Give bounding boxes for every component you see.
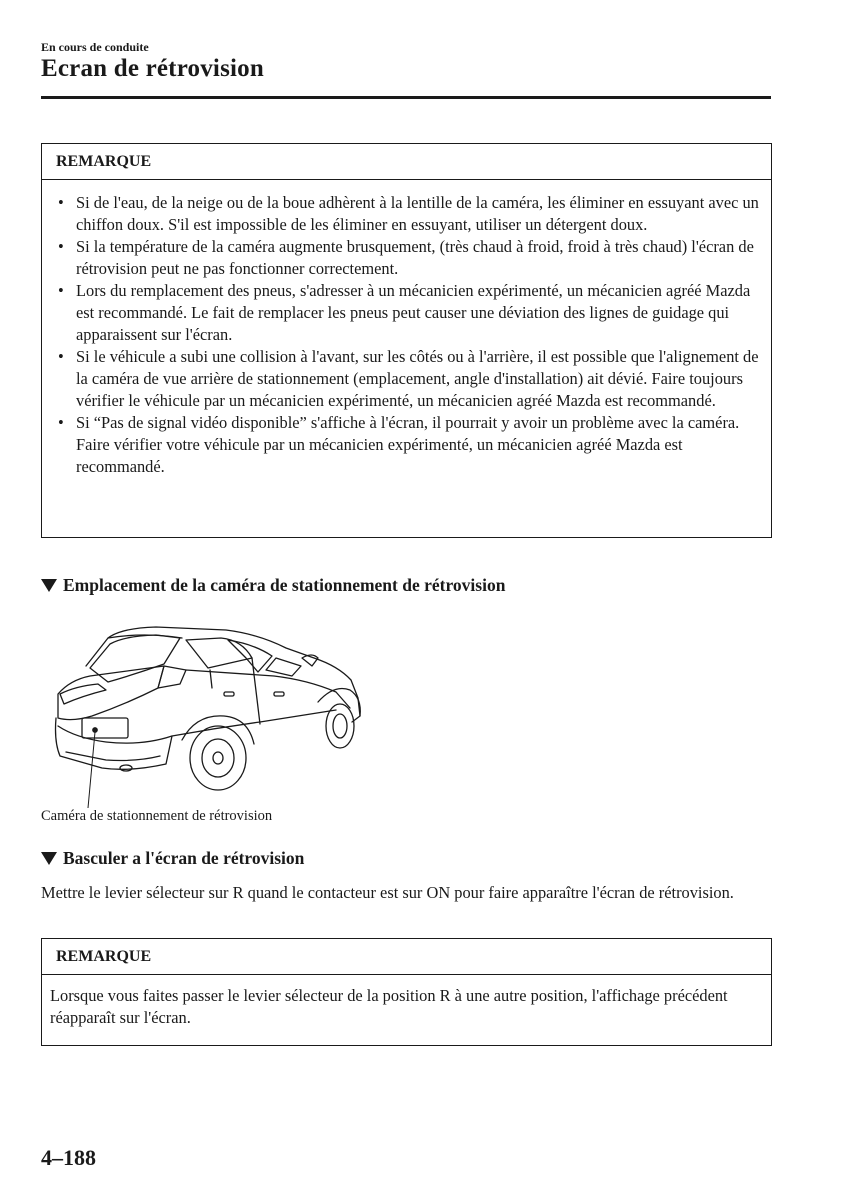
list-item-text: Si de l'eau, de la neige ou de la boue adhèrent à la lentille de la caméra, les éliminer en essuyant avec un chiffon doux. S'il est impossible de les éliminer en essuyant, utiliser un détergent doux.	[76, 193, 759, 234]
list-item-text: Si la température de la caméra augmente brusquement, (très chaud à froid, froid à très chaud) l'écran de rétrovision peut ne pas fonctionner correctement.	[76, 237, 754, 278]
note-heading: REMARQUE	[42, 939, 771, 975]
note-box-2	[41, 938, 772, 1046]
section-heading-switch-screen	[41, 848, 304, 869]
triangle-down-icon	[41, 579, 57, 592]
bullet-icon: •	[58, 281, 64, 300]
bullet-icon: •	[58, 237, 64, 256]
note-list	[42, 180, 771, 478]
list-item	[56, 412, 759, 478]
list-item-text: Si “Pas de signal vidéo disponible” s'affiche à l'écran, il pourrait y avoir un problème avec la caméra. Faire vérifier votre véhicule par un mécanicien expérimenté, un mécanicien agréé Mazda est recommandé.	[76, 413, 740, 476]
figure-caption: Caméra de stationnement de rétrovision	[41, 808, 273, 824]
section-heading-text: Basculer a l'écran de rétrovision	[63, 848, 305, 868]
page-title: Ecran de rétrovision	[41, 55, 264, 82]
section-label: En cours de conduite	[41, 40, 149, 54]
section-heading-text: Emplacement de la caméra de stationnement de rétrovision	[63, 575, 506, 595]
triangle-down-icon	[41, 852, 57, 865]
section-heading-camera-location	[41, 575, 505, 596]
list-item-text: Lors du remplacement des pneus, s'adresser à un mécanicien expérimenté, un mécanicien agréé Mazda est recommandé. Le fait de remplacer les pneus peut causer une déviation des lignes de guidage qui apparaissent sur l'écran.	[76, 281, 751, 344]
list-item	[56, 236, 759, 280]
list-item	[56, 346, 759, 412]
bullet-icon: •	[58, 347, 64, 366]
list-item-text: Si le véhicule a subi une collision à l'avant, sur les côtés ou à l'arrière, il est possible que l'alignement de la caméra de vue arrière de stationnement (emplacement, angle d'installation) ait dévié. Faire toujours vérifier le véhicule par un mécanicien expérimenté, un mécanicien agréé Mazda est recommandé.	[76, 347, 759, 410]
note-body: Lorsque vous faites passer le levier sélecteur de la position R à une autre position, l'affichage précédent réapparaît sur l'écran.	[50, 986, 728, 1027]
list-item	[56, 192, 759, 236]
note-box-1	[41, 143, 772, 538]
note-heading: REMARQUE	[42, 144, 771, 180]
bullet-icon: •	[58, 413, 64, 432]
body-paragraph: Mettre le levier sélecteur sur R quand le contacteur est sur ON pour faire apparaître l'écran de rétrovision.	[41, 883, 734, 902]
title-rule	[41, 96, 771, 99]
bullet-icon: •	[58, 193, 64, 212]
list-item	[56, 280, 759, 346]
car-rear-camera-illustration	[46, 618, 366, 808]
page-number: 4–188	[41, 1145, 96, 1170]
